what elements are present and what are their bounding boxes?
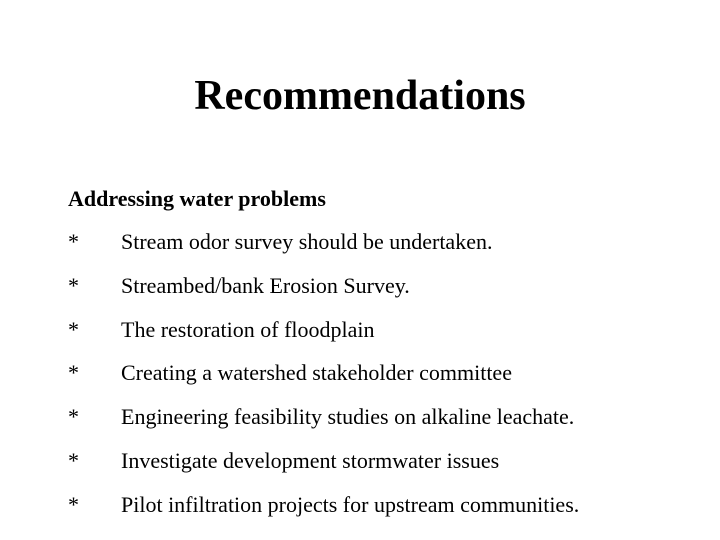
section-heading: Addressing water problems [68, 186, 326, 211]
list-item-text: Stream odor survey should be undertaken. [121, 229, 493, 254]
list-item [68, 226, 579, 270]
recommendation-list [68, 226, 579, 533]
bullet-marker: * [68, 316, 79, 342]
list-item-text: The restoration of floodplain [121, 316, 375, 342]
list-item-text: Engineering feasibility studies on alkaline leachate. [121, 404, 575, 430]
bullet-marker: * [68, 447, 79, 473]
list-item-text: Creating a watershed stakeholder committee [121, 360, 512, 386]
list-item [68, 357, 579, 401]
list-item [68, 270, 579, 314]
list-item [68, 401, 579, 445]
bullet-marker: * [68, 272, 79, 298]
bullet-marker: * [68, 229, 79, 254]
list-item [68, 445, 579, 489]
list-item-text: Streambed/bank Erosion Survey. [121, 272, 410, 298]
list-item-text: Pilot infiltration projects for upstream communities. [121, 491, 580, 517]
bullet-marker: * [68, 491, 79, 517]
bullet-marker: * [68, 404, 79, 430]
slide-title: Recommendations [194, 73, 526, 119]
list-item [68, 314, 579, 358]
list-item [68, 489, 579, 533]
list-item-text: Investigate development stormwater issues [121, 447, 500, 473]
bullet-marker: * [68, 360, 79, 386]
